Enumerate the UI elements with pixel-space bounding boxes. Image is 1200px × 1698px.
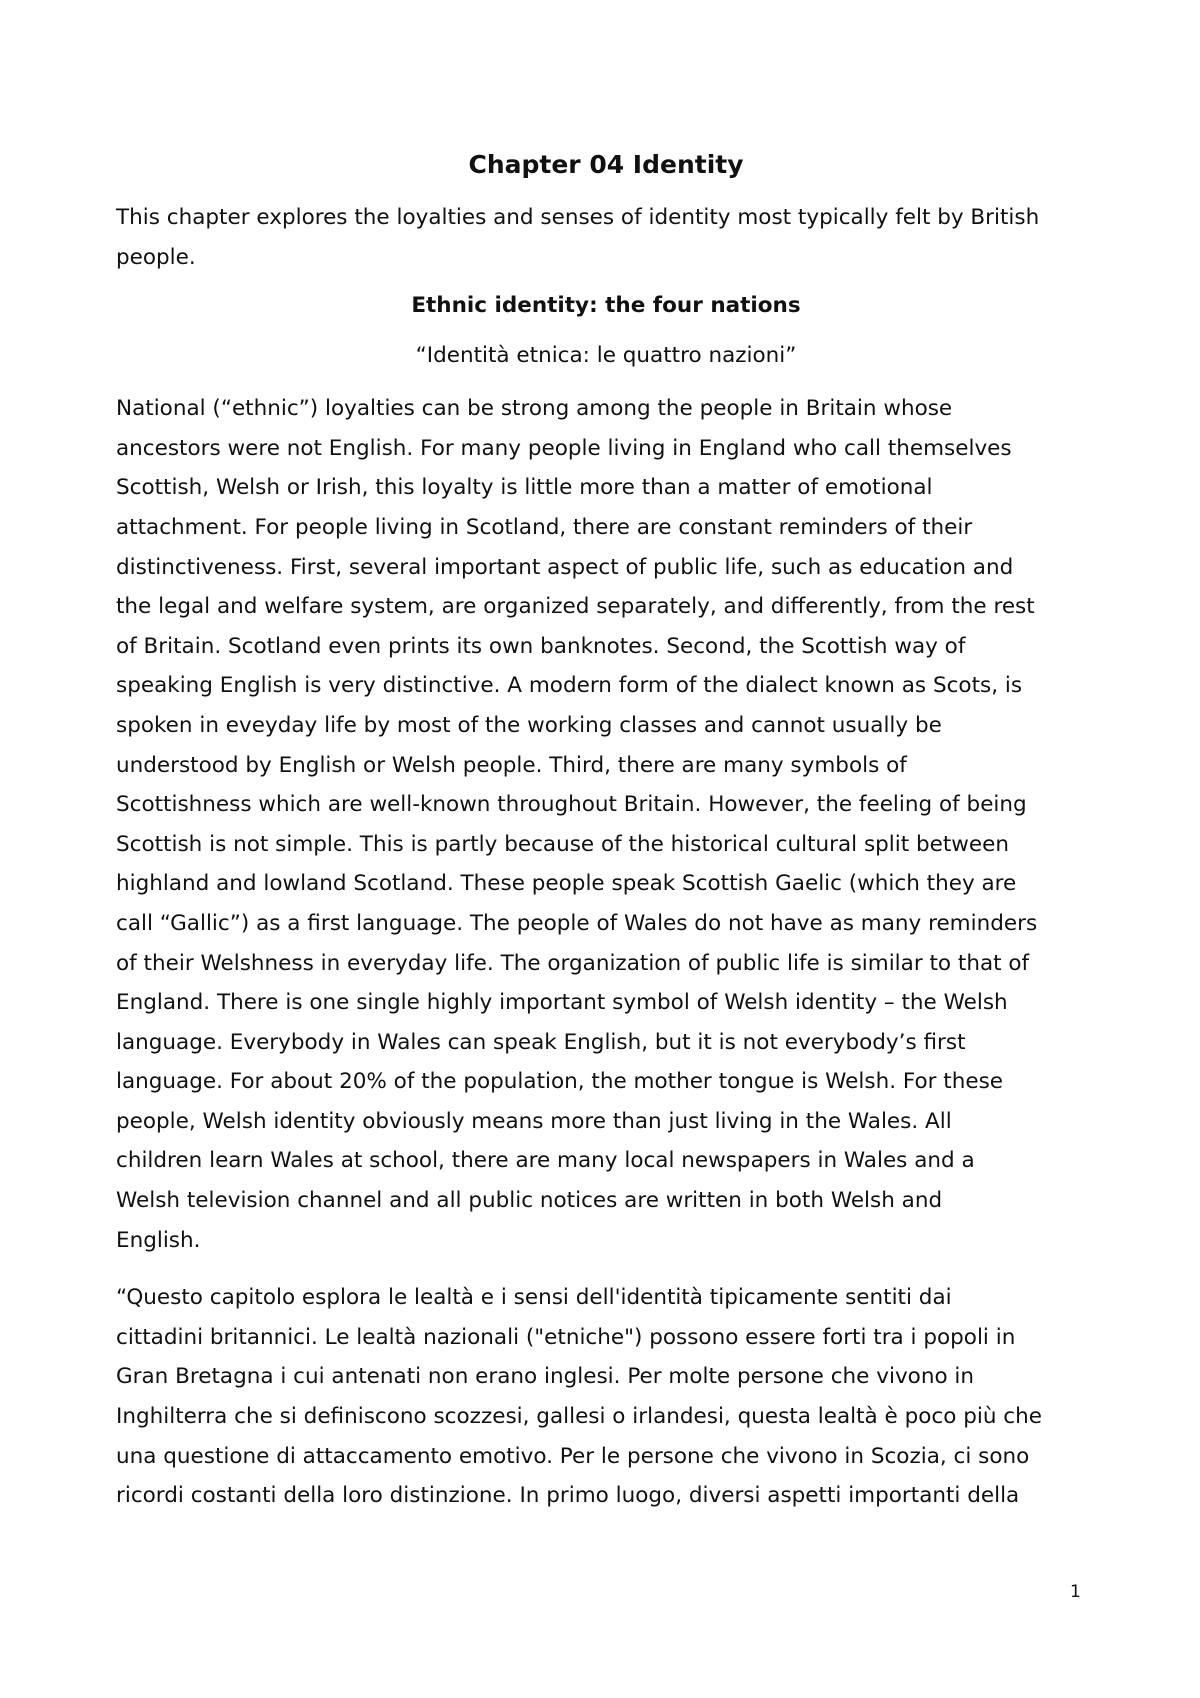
body-line: Scottishness which are well-known throughout Britain. However, the feeling of being (116, 792, 1027, 818)
body-line: ricordi costanti della loro distinzione. In primo luogo, diversi aspetti importanti della (116, 1483, 1020, 1509)
intro-line: This chapter explores the loyalties and senses of identity most typically felt by British (116, 205, 1040, 230)
page-number: 1 (1070, 1582, 1081, 1602)
english-body-paragraph (116, 389, 1096, 1260)
body-line: highland and lowland Scotland. These people speak Scottish Gaelic (which they are (116, 871, 1017, 897)
body-line: Gran Bretagna i cui antenati non erano inglesi. Per molte persone che vivono in (116, 1364, 975, 1390)
body-line: una questione di attaccamento emotivo. Per le persone che vivono in Scozia, ci sono (116, 1443, 1030, 1469)
body-line: call “Gallic”) as a first language. The people of Wales do not have as many reminders (116, 910, 1038, 936)
chapter-title: Chapter 04 Identity (468, 150, 744, 179)
body-line: of Britain. Scotland even prints its own banknotes. Second, the Scottish way of (116, 633, 966, 659)
intro-paragraph (116, 198, 1096, 277)
body-line: cittadini britannici. Le lealtà nazionali ("etniche") possono essere forti tra i popoli in (116, 1324, 1016, 1350)
body-line: Welsh television channel and all public notices are written in both Welsh and (116, 1188, 943, 1214)
body-line: speaking English is very distinctive. A modern form of the dialect known as Scots, is (116, 673, 1023, 699)
body-line: Inghilterra che si definiscono scozzesi, gallesi o irlandesi, questa lealtà è poco più che (116, 1404, 1042, 1430)
body-line: language. For about 20% of the population, the mother tongue is Welsh. For these (116, 1069, 1004, 1095)
intro-line: people. (116, 244, 196, 270)
body-line: distinctiveness. First, several important aspect of public life, such as education and (116, 554, 1014, 580)
body-line: “Questo capitolo esplora le lealtà e i sensi dell'identità tipicamente sentiti dai (116, 1285, 952, 1311)
body-line: England. There is one single highly important symbol of Welsh identity – the Welsh (116, 990, 1008, 1016)
section-heading: Ethnic identity: the four nations (411, 293, 801, 319)
body-line: National (“ethnic”) loyalties can be strong among the people in Britain whose (116, 396, 953, 422)
body-line: people, Welsh identity obviously means more than just living in the Wales. All (116, 1108, 952, 1134)
body-line: language. Everybody in Wales can speak English, but it is not everybody’s first (116, 1029, 966, 1055)
body-line: attachment. For people living in Scotland, there are constant reminders of their (116, 514, 973, 540)
body-line: of their Welshness in everyday life. The organization of public life is similar to that of (116, 950, 1030, 976)
body-line: children learn Wales at school, there are many local newspapers in Wales and a (116, 1148, 975, 1174)
body-line: ancestors were not English. For many people living in England who call themselves (116, 435, 1012, 461)
body-line: the legal and welfare system, are organized separately, and differently, from the rest (116, 594, 1035, 620)
body-line: Scottish, Welsh or Irish, this loyalty is little more than a matter of emotional (116, 475, 933, 501)
body-line: Scottish is not simple. This is partly because of the historical cultural split between (116, 831, 1009, 857)
body-line: spoken in eveyday life by most of the working classes and cannot usually be (116, 712, 942, 738)
page-content (116, 148, 1096, 1516)
body-line: understood by English or Welsh people. Third, there are many symbols of (116, 752, 907, 778)
italian-body-paragraph (116, 1278, 1096, 1516)
body-line: English. (116, 1227, 201, 1253)
section-heading-italian: “Identità etnica: le quattro nazioni” (415, 343, 797, 369)
